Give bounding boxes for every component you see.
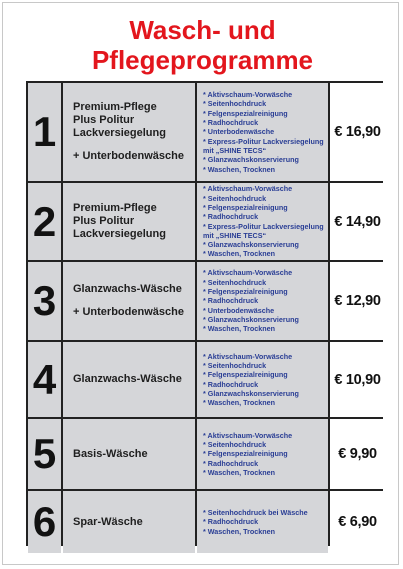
- program-number: 5: [28, 419, 61, 489]
- title-line-1: Wasch- und: [129, 15, 276, 45]
- program-features: [197, 262, 328, 340]
- feature-item: * Express-Politur Lackversiegelung: [203, 136, 324, 146]
- feature-item: * Waschen, Trocknen: [203, 467, 276, 477]
- feature-list: [203, 508, 308, 536]
- program-name-line: Plus Politur: [73, 215, 135, 227]
- program-price: € 14,90: [330, 183, 385, 260]
- feature-item: * Aktivschaum-Vorwäsche: [203, 184, 293, 194]
- feature-item: * Waschen, Trocknen: [203, 249, 276, 259]
- feature-item: mit „SHINE TECS“: [203, 145, 267, 155]
- program-number: 3: [28, 262, 61, 340]
- title-line-2: Pflegeprogramme: [91, 45, 314, 75]
- feature-item: * Waschen, Trocknen: [203, 398, 276, 408]
- program-price: € 16,90: [330, 83, 385, 181]
- feature-item: * Seitenhochdruck: [203, 193, 267, 203]
- program-table: [26, 81, 383, 546]
- feature-item: * Waschen, Trocknen: [203, 164, 276, 174]
- program-name-line: Plus Politur: [73, 114, 135, 126]
- page-title: [3, 15, 402, 75]
- program-name: [63, 183, 195, 260]
- feature-item: * Seitenhochdruck: [203, 99, 267, 109]
- program-name-line: Premium-Pflege: [73, 202, 157, 214]
- feature-item: * Radhochdruck: [203, 118, 259, 128]
- feature-list: [203, 431, 292, 477]
- feature-item: mit „SHINE TECS“: [203, 230, 267, 240]
- feature-item: * Waschen, Trocknen: [203, 324, 276, 334]
- program-name: [63, 419, 195, 489]
- program-features: [197, 183, 328, 260]
- feature-item: * Aktivschaum-Vorwäsche: [203, 268, 293, 278]
- program-name: [63, 342, 195, 417]
- feature-list: [203, 268, 299, 333]
- feature-item: * Aktivschaum-Vorwäsche: [203, 90, 293, 100]
- feature-item: * Felgenspezialreinigung: [203, 370, 288, 380]
- program-number: 4: [28, 342, 61, 417]
- feature-item: * Express-Politur Lackversiegelung: [203, 221, 324, 231]
- feature-item: * Glanzwachskonservierung: [203, 388, 299, 398]
- program-name-line: Spar-Wäsche: [73, 515, 143, 528]
- program-number: 1: [28, 83, 61, 181]
- feature-item: * Radhochdruck: [203, 458, 259, 468]
- program-price: € 12,90: [330, 262, 385, 340]
- program-features: [197, 342, 328, 417]
- program-name-line: Lackversiegelung: [73, 127, 166, 139]
- program-name-line: Glanzwachs-Wäsche: [73, 283, 182, 295]
- program-name-line: Glanzwachs-Wäsche: [73, 373, 182, 385]
- feature-item: * Unterbodenwäsche: [203, 127, 275, 137]
- program-number: 6: [28, 491, 61, 553]
- feature-item: * Unterbodenwäsche: [203, 305, 275, 315]
- feature-item: * Seitenhochdruck: [203, 360, 267, 370]
- feature-item: * Felgenspezialreinigung: [203, 108, 288, 118]
- feature-item: * Radhochdruck: [203, 212, 259, 222]
- feature-item: * Glanzwachskonservierung: [203, 240, 299, 250]
- feature-item: * Aktivschaum-Vorwäsche: [203, 430, 293, 440]
- feature-item: * Radhochdruck: [203, 517, 259, 527]
- program-price: € 10,90: [330, 342, 385, 417]
- feature-item: * Felgenspezialreinigung: [203, 449, 288, 459]
- program-features: [197, 83, 328, 181]
- program-extra: + Unterbodenwäsche: [73, 150, 184, 162]
- feature-list: [203, 90, 324, 174]
- program-name: [63, 491, 195, 553]
- feature-list: [203, 352, 299, 408]
- feature-item: * Felgenspezialreinigung: [203, 202, 288, 212]
- feature-item: * Waschen, Trocknen: [203, 526, 276, 536]
- program-features: [197, 419, 328, 489]
- feature-item: * Aktivschaum-Vorwäsche: [203, 351, 293, 361]
- feature-item: * Radhochdruck: [203, 379, 259, 389]
- program-features: [197, 491, 328, 553]
- program-number: 2: [28, 183, 61, 260]
- feature-item: * Seitenhochdruck bei Wäsche: [203, 508, 308, 518]
- program-name-line: Premium-Pflege: [73, 101, 157, 113]
- feature-item: * Seitenhochdruck: [203, 440, 267, 450]
- program-price: € 9,90: [330, 419, 385, 489]
- feature-list: [203, 184, 324, 258]
- program-name: [63, 262, 195, 340]
- program-price: € 6,90: [330, 491, 385, 553]
- program-name-line: Lackversiegelung: [73, 228, 166, 240]
- program-name-line: Basis-Wäsche: [73, 447, 148, 460]
- program-extra: + Unterbodenwäsche: [73, 306, 184, 318]
- feature-item: * Glanzwachskonservierung: [203, 314, 299, 324]
- feature-item: * Felgenspezialreinigung: [203, 287, 288, 297]
- program-name: [63, 83, 195, 181]
- feature-item: * Glanzwachskonservierung: [203, 155, 299, 165]
- feature-item: * Radhochdruck: [203, 296, 259, 306]
- feature-item: * Seitenhochdruck: [203, 277, 267, 287]
